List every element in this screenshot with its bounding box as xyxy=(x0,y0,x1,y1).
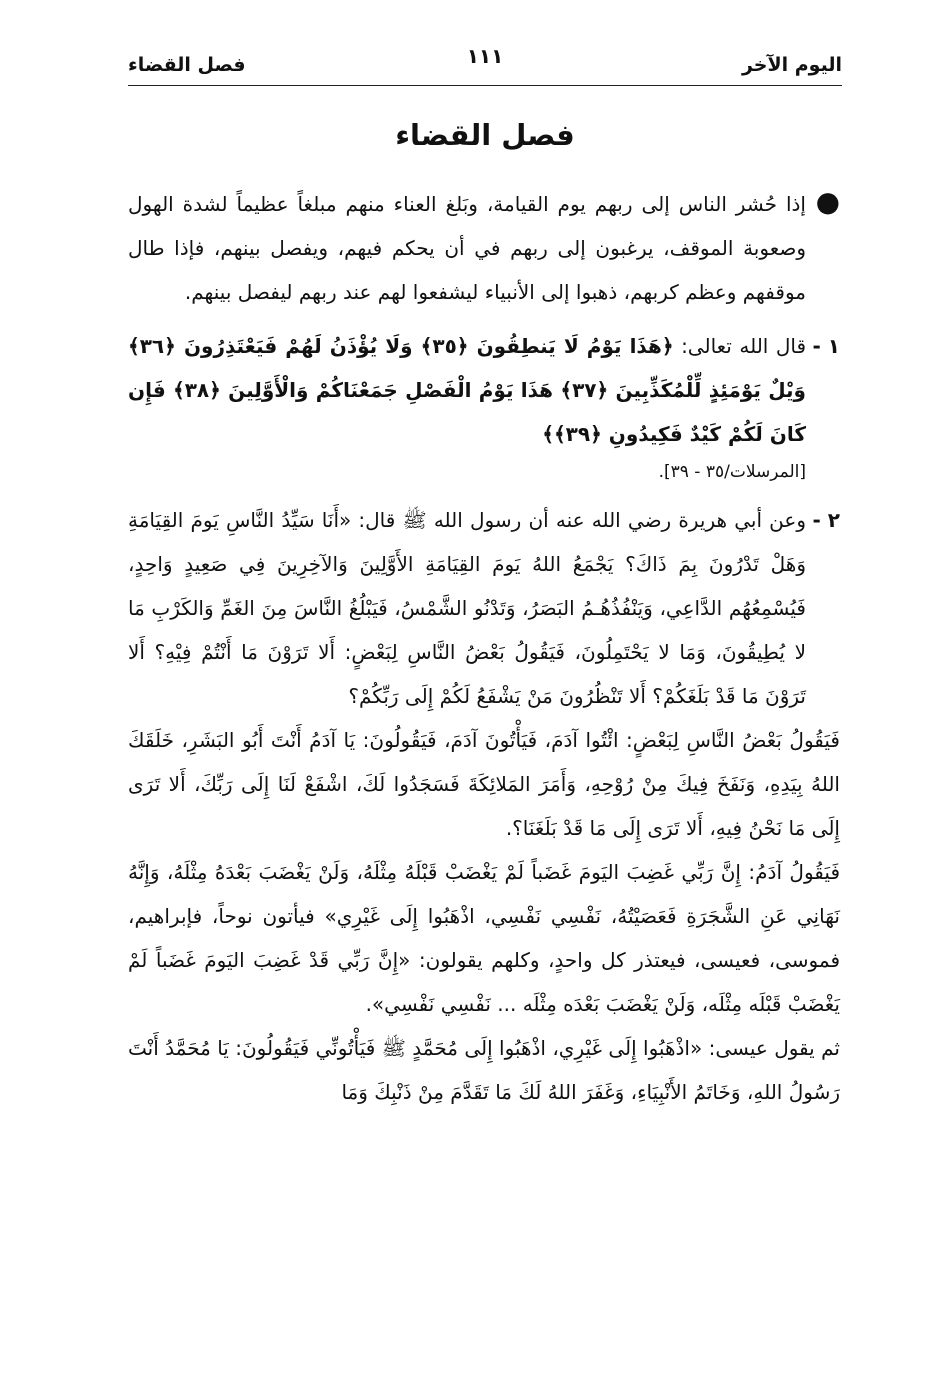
intro-text: إذا حُشر الناس إلى ربهم يوم القيامة، وبَلغ العناء منهم مبلغاً عظيماً لشدة الهول وصعوبة الموقف، يرغبون إلى ربهم في أن يحكم فيهم، ويفصل بينهم، فإذا طال موقفهم وعظم كربهم، ذهبوا إلى الأنبياء ليشفعوا لهم عند ربهم ليفصل بينهم. xyxy=(128,192,806,304)
verse-lead: قال الله تعالى: xyxy=(681,334,806,358)
bullet-icon: ● xyxy=(815,185,840,218)
header-rule xyxy=(128,85,842,86)
header-book-title: اليوم الآخر xyxy=(741,54,842,76)
hadith-paragraph: فَيَقُولُ بَعْضُ النَّاسِ لِبَعْضٍ: ائْتُوا آدَمَ، فَيَأْتُونَ آدَمَ، فَيَقُولُونَ: يَا آدَمُ أَنْتَ أَبُو البَشَرِ، خَلَقَكَ اللهُ بِيَدِهِ، وَنَفَخَ فِيكَ مِنْ رُوْحِهِ، وَأَمَرَ المَلائِكَةَ فَسَجَدُوا لَكَ، اشْفَعْ لَنَا إِلَى رَبِّكَ، أَلا تَرَى إِلَى مَا نَحْنُ فِيهِ، أَلا تَرَى إِلَى مَا قَدْ بَلَغَنَا؟. xyxy=(128,728,840,840)
list-item-2 xyxy=(128,498,840,718)
list-item-1 xyxy=(128,324,840,488)
intro-paragraph xyxy=(128,182,840,314)
header-chapter-title: فصل القضاء xyxy=(128,54,246,76)
item-number: ٢ - xyxy=(812,508,840,532)
page-number: ١١١ xyxy=(466,44,504,68)
verse-text: ﴿هَذَا يَوْمُ لَا يَنطِقُونَ ﴿٣٥﴾ وَلَا يُؤْذَنُ لَهُمْ فَيَعْتَذِرُونَ ﴿٣٦﴾ وَيْلٌ يَوْمَئِذٍ لِّلْمُكَذِّبِينَ ﴿٣٧﴾ هَذَا يَوْمُ الْفَصْلِ جَمَعْنَاكُمْ وَالْأَوَّلِينَ ﴿٣٨﴾ فَإِن كَانَ لَكُمْ كَيْدٌ فَكِيدُونِ ﴿٣٩﴾﴾ xyxy=(128,334,806,446)
page-body xyxy=(128,182,840,1114)
hadith-paragraph: فَيَقُولُ آدَمُ: إِنَّ رَبِّي غَضِبَ اليَومَ غَضَباً لَمْ يَغْضَبْ قَبْلَهُ مِثْلَهُ، وَلَنْ يَغْضَبَ بَعْدَهُ مِثْلَهُ، وَإِنَّهُ نَهَانِي عَنِ الشَّجَرَةِ فَعَصَيْتُهُ، نَفْسِي نَفْسِي، اذْهَبُوا إِلَى غَيْرِي» فيأتون نوحاً، فإبراهيم، فموسى، فعيسى، فيعتذر كل واحدٍ، وكلهم يقولون: «إِنَّ رَبِّي قَدْ غَضِبَ اليَومَ غَضَباً لَمْ يَغْضَبْ قَبْلَه مِثْلَه، وَلَنْ يَغْضَبَ بَعْدَه مِثْلَه ... نَفْسِي نَفْسِي». xyxy=(128,860,840,1016)
item-number: ١ - xyxy=(812,334,840,358)
page-title: فصل القضاء xyxy=(395,118,575,152)
quran-verse xyxy=(128,324,806,456)
hadith-paragraph: وعن أبي هريرة رضي الله عنه أن رسول الله ﷺ قال: «أَنَا سَيِّدُ النَّاسِ يَومَ القِيَامَةِ وَهَلْ تَدْرُونَ بِمَ ذَاكَ؟ يَجْمَعُ اللهُ يَومَ القِيَامَةِ الأَوَّلِينَ وَالآخِرِينَ فِي صَعِيدٍ وَاحِدٍ، فَيُسْمِعُهُم الدَّاعِي، وَيَنْفُذُهُـمُ البَصَرُ، وَتَدْنُو الشَّمْسُ، فَيَبْلُغُ النَّاسَ مِنَ الغَمِّ وَالكَرْبِ مَا لا يُطِيقُونَ، وَمَا لا يَحْتَمِلُونَ، فَيَقُولُ بَعْضُ النَّاسِ لِبَعْضٍ: أَلا تَرَوْنَ مَا أَنْتُمْ فِيْهِ؟ أَلا تَرَوْنَ مَا قَدْ بَلَغَكُمْ؟ أَلا تَنْظُرُونَ مَنْ يَشْفَعُ لَكُمْ إِلَى رَبِّكُمْ؟ xyxy=(128,508,806,708)
running-header xyxy=(128,40,842,86)
hadith-paragraph: ثم يقول عيسى: «اذْهَبُوا إِلَى غَيْرِي، اذْهَبُوا إِلَى مُحَمَّدٍ ﷺ فَيَأْتُونِّي فَيَقُولُونَ: يَا مُحَمَّدُ أَنْتَ رَسُولُ اللهِ، وَخَاتَمُ الأَنْبِيَاءِ، وَغَفَرَ اللهُ لَكَ مَا تَقَدَّمَ مِنْ ذَنْبِكَ وَمَا xyxy=(128,1036,840,1104)
verse-reference: [المرسلات/٣٥ - ٣٩]. xyxy=(658,462,806,482)
